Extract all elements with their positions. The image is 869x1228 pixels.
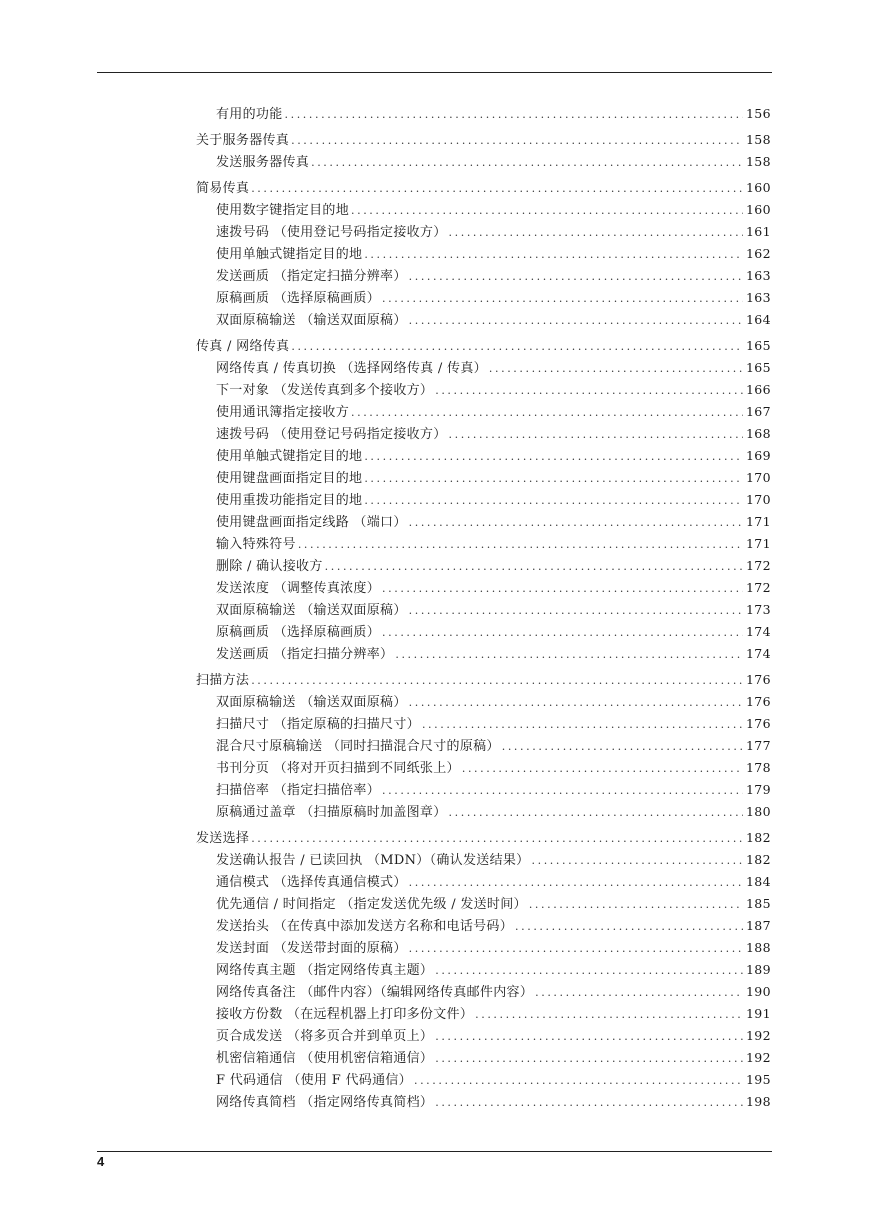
toc-entry[interactable] [196, 959, 771, 981]
toc-entry-page: 198 [745, 1094, 771, 1109]
toc-entry-page: 179 [745, 782, 771, 797]
toc-entry-title: 速拨号码 （使用登记号码指定接收方） [216, 427, 447, 442]
dot-leader [409, 600, 743, 622]
toc-entry-page: 168 [745, 426, 771, 441]
dot-leader [382, 780, 743, 802]
header-rule [97, 72, 772, 73]
toc-section[interactable] [196, 335, 771, 357]
toc-entry-page: 182 [745, 830, 771, 845]
toc-entry-title: 网络传真主题 （指定网络传真主题） [216, 963, 434, 978]
toc-entry-title: 使用单触式键指定目的地 [216, 247, 363, 262]
toc-entry-title: 网络传真简档 （指定网络传真简档） [216, 1095, 434, 1110]
toc-entry-page: 167 [745, 404, 771, 419]
toc-entry-page: 195 [745, 1072, 771, 1087]
dot-leader [449, 424, 743, 446]
toc-entry[interactable] [196, 423, 771, 445]
toc-entry-page: 174 [745, 624, 771, 639]
toc-entry[interactable] [196, 735, 771, 757]
toc-entry-page: 163 [745, 268, 771, 283]
dot-leader [409, 872, 743, 894]
toc-entry-title: 原稿画质 （选择原稿画质） [216, 291, 381, 306]
toc-entry[interactable] [196, 1069, 771, 1091]
dot-leader [409, 938, 743, 960]
dot-leader [529, 894, 743, 916]
toc-entry[interactable] [196, 691, 771, 713]
toc-entry-page: 178 [745, 760, 771, 775]
toc-entry[interactable] [196, 643, 771, 665]
toc-section[interactable] [196, 669, 771, 691]
toc-entry-title: 发送服务器传真 [216, 155, 310, 170]
toc-entry-title: 使用数字键指定目的地 [216, 203, 350, 218]
page-number: 4 [97, 1154, 105, 1169]
toc-entry[interactable] [196, 757, 771, 779]
toc-entry[interactable] [196, 1047, 771, 1069]
toc-entry[interactable] [196, 103, 771, 125]
toc-entry-page: 169 [745, 448, 771, 463]
dot-leader [364, 468, 743, 490]
toc-entry-title: 网络传真备注 （邮件内容）（编辑网络传真邮件内容） [216, 985, 534, 1000]
toc-entry-page: 165 [745, 338, 771, 353]
dot-leader [435, 1048, 743, 1070]
dot-leader [475, 1004, 743, 1026]
toc-entry-title: 使用通讯簿指定接收方 [216, 405, 350, 420]
toc-entry[interactable] [196, 467, 771, 489]
dot-leader [251, 670, 743, 692]
toc-entry-page: 188 [745, 940, 771, 955]
toc-entry-title: 通信模式 （选择传真通信模式） [216, 875, 407, 890]
toc-entry-page: 171 [745, 536, 771, 551]
dot-leader [502, 736, 743, 758]
dot-leader [435, 1026, 743, 1048]
dot-leader [382, 578, 743, 600]
dot-leader [449, 222, 743, 244]
toc-entry-title: 发送选择 [196, 831, 250, 846]
dot-leader [462, 758, 743, 780]
toc-entry-title: 网络传真 / 传真切换 （选择网络传真 / 传真） [216, 361, 487, 376]
dot-leader [449, 802, 743, 824]
toc-entry-title: 删除 / 确认接收方 [216, 559, 323, 574]
dot-leader [298, 534, 743, 556]
dot-leader [435, 1092, 743, 1114]
toc-entry-title: 双面原稿输送 （输送双面原稿） [216, 695, 407, 710]
toc-entry[interactable] [196, 981, 771, 1003]
toc-entry-title: 发送确认报告 / 已读回执 （MDN）（确认发送结果） [216, 853, 530, 868]
toc-entry[interactable] [196, 893, 771, 915]
dot-leader [532, 850, 743, 872]
toc-entry[interactable] [196, 151, 771, 173]
toc-entry-page: 170 [745, 470, 771, 485]
dot-leader [435, 960, 743, 982]
toc-entry[interactable] [196, 357, 771, 379]
dot-leader [515, 916, 743, 938]
toc-entry-title: 书刊分页 （将对开页扫描到不同纸张上） [216, 761, 460, 776]
dot-leader [395, 644, 743, 666]
toc-entry-page: 173 [745, 602, 771, 617]
toc-entry-page: 182 [745, 852, 771, 867]
toc-entry-page: 187 [745, 918, 771, 933]
toc-entry-title: 关于服务器传真 [196, 133, 290, 148]
toc-entry-title: 发送封面 （发送带封面的原稿） [216, 941, 407, 956]
toc-entry[interactable] [196, 243, 771, 265]
toc-entry-title: 发送抬头 （在传真中添加发送方名称和电话号码） [216, 919, 514, 934]
toc-entry-page: 170 [745, 492, 771, 507]
toc-entry[interactable] [196, 511, 771, 533]
toc-entry[interactable] [196, 489, 771, 511]
toc-section[interactable] [196, 129, 771, 151]
toc-section[interactable] [196, 177, 771, 199]
toc-entry-title: 发送画质 （指定扫描分辨率） [216, 647, 394, 662]
toc-entry[interactable] [196, 1003, 771, 1025]
toc-entry-title: 机密信箱通信 （使用机密信箱通信） [216, 1051, 434, 1066]
toc-entry[interactable] [196, 577, 771, 599]
toc-entry-title: 简易传真 [196, 181, 250, 196]
toc-entry-page: 180 [745, 804, 771, 819]
toc-entry-page: 163 [745, 290, 771, 305]
toc-entry-page: 164 [745, 312, 771, 327]
toc-entry[interactable] [196, 287, 771, 309]
dot-leader [535, 982, 743, 1004]
toc-entry-page: 156 [745, 106, 771, 121]
toc-entry[interactable] [196, 1025, 771, 1047]
toc-entry[interactable] [196, 309, 771, 331]
toc-entry-page: 176 [745, 716, 771, 731]
toc-entry-title: 传真 / 网络传真 [196, 339, 290, 354]
toc-entry-page: 192 [745, 1028, 771, 1043]
toc-entry-page: 177 [745, 738, 771, 753]
dot-leader [382, 288, 743, 310]
toc-entry-page: 190 [745, 984, 771, 999]
toc-entry-title: 原稿通过盖章 （扫描原稿时加盖图章） [216, 805, 447, 820]
dot-leader [435, 380, 743, 402]
toc-entry[interactable] [196, 1091, 771, 1113]
toc-entry-title: 双面原稿输送 （输送双面原稿） [216, 603, 407, 618]
toc-entry-title: 下一对象 （发送传真到多个接收方） [216, 383, 434, 398]
table-of-contents [196, 103, 771, 1113]
toc-entry-title: 发送浓度 （调整传真浓度） [216, 581, 381, 596]
toc-entry-page: 158 [745, 154, 771, 169]
toc-entry-page: 172 [745, 558, 771, 573]
dot-leader [251, 828, 743, 850]
toc-entry-page: 192 [745, 1050, 771, 1065]
toc-entry-title: 使用单触式键指定目的地 [216, 449, 363, 464]
dot-leader [489, 358, 743, 380]
dot-leader [291, 336, 743, 358]
toc-entry-page: 162 [745, 246, 771, 261]
toc-entry[interactable] [196, 871, 771, 893]
toc-entry-page: 172 [745, 580, 771, 595]
toc-entry-title: 使用键盘画面指定目的地 [216, 471, 363, 486]
toc-entry-page: 165 [745, 360, 771, 375]
toc-entry[interactable] [196, 379, 771, 401]
toc-entry-title: 混合尺寸原稿输送 （同时扫描混合尺寸的原稿） [216, 739, 500, 754]
toc-entry-title: 原稿画质 （选择原稿画质） [216, 625, 381, 640]
toc-entry[interactable] [196, 199, 771, 221]
toc-entry[interactable] [196, 599, 771, 621]
toc-entry-title: 输入特殊符号 [216, 537, 296, 552]
toc-entry-page: 191 [745, 1006, 771, 1021]
dot-leader [351, 200, 743, 222]
toc-entry[interactable] [196, 937, 771, 959]
toc-entry-page: 176 [745, 694, 771, 709]
dot-leader [325, 556, 743, 578]
dot-leader [409, 692, 743, 714]
toc-entry-page: 184 [745, 874, 771, 889]
toc-entry-title: 优先通信 / 时间指定 （指定发送优先级 / 发送时间） [216, 897, 527, 912]
toc-entry-title: 扫描方法 [196, 673, 250, 688]
toc-entry-page: 185 [745, 896, 771, 911]
dot-leader [251, 178, 743, 200]
dot-leader [414, 1070, 743, 1092]
toc-entry[interactable] [196, 915, 771, 937]
footer-rule [97, 1151, 772, 1152]
dot-leader [285, 104, 743, 126]
toc-entry[interactable] [196, 779, 771, 801]
toc-entry-page: 166 [745, 382, 771, 397]
toc-entry[interactable] [196, 849, 771, 871]
toc-entry[interactable] [196, 401, 771, 423]
toc-entry-title: 使用重拨功能指定目的地 [216, 493, 363, 508]
toc-entry-page: 189 [745, 962, 771, 977]
dot-leader [409, 310, 743, 332]
toc-entry[interactable] [196, 555, 771, 577]
dot-leader [409, 266, 743, 288]
toc-entry-title: 发送画质 （指定定扫描分辨率） [216, 269, 407, 284]
toc-entry[interactable] [196, 221, 771, 243]
toc-entry[interactable] [196, 445, 771, 467]
toc-section[interactable] [196, 827, 771, 849]
toc-entry-page: 174 [745, 646, 771, 661]
toc-entry-page: 176 [745, 672, 771, 687]
dot-leader [351, 402, 743, 424]
toc-entry-title: 扫描尺寸 （指定原稿的扫描尺寸） [216, 717, 420, 732]
dot-leader [311, 152, 743, 174]
dot-leader [409, 512, 743, 534]
dot-leader [422, 714, 743, 736]
toc-entry-title: 接收方份数 （在远程机器上打印多份文件） [216, 1007, 474, 1022]
toc-entry-title: 使用键盘画面指定线路 （端口） [216, 515, 407, 530]
toc-entry-page: 171 [745, 514, 771, 529]
toc-entry-title: 双面原稿输送 （输送双面原稿） [216, 313, 407, 328]
toc-entry[interactable] [196, 533, 771, 555]
dot-leader [364, 244, 743, 266]
toc-entry-title: F 代码通信 （使用 F 代码通信） [216, 1073, 412, 1088]
toc-entry[interactable] [196, 621, 771, 643]
toc-entry-page: 161 [745, 224, 771, 239]
dot-leader [291, 130, 743, 152]
toc-entry-page: 160 [745, 202, 771, 217]
toc-entry[interactable] [196, 801, 771, 823]
toc-entry[interactable] [196, 265, 771, 287]
toc-entry-title: 扫描倍率 （指定扫描倍率） [216, 783, 381, 798]
dot-leader [364, 490, 743, 512]
toc-entry-title: 速拨号码 （使用登记号码指定接收方） [216, 225, 447, 240]
toc-entry-title: 有用的功能 [216, 107, 283, 122]
toc-entry-title: 页合成发送 （将多页合并到单页上） [216, 1029, 434, 1044]
toc-entry[interactable] [196, 713, 771, 735]
dot-leader [364, 446, 743, 468]
dot-leader [382, 622, 743, 644]
toc-entry-page: 160 [745, 180, 771, 195]
toc-entry-page: 158 [745, 132, 771, 147]
